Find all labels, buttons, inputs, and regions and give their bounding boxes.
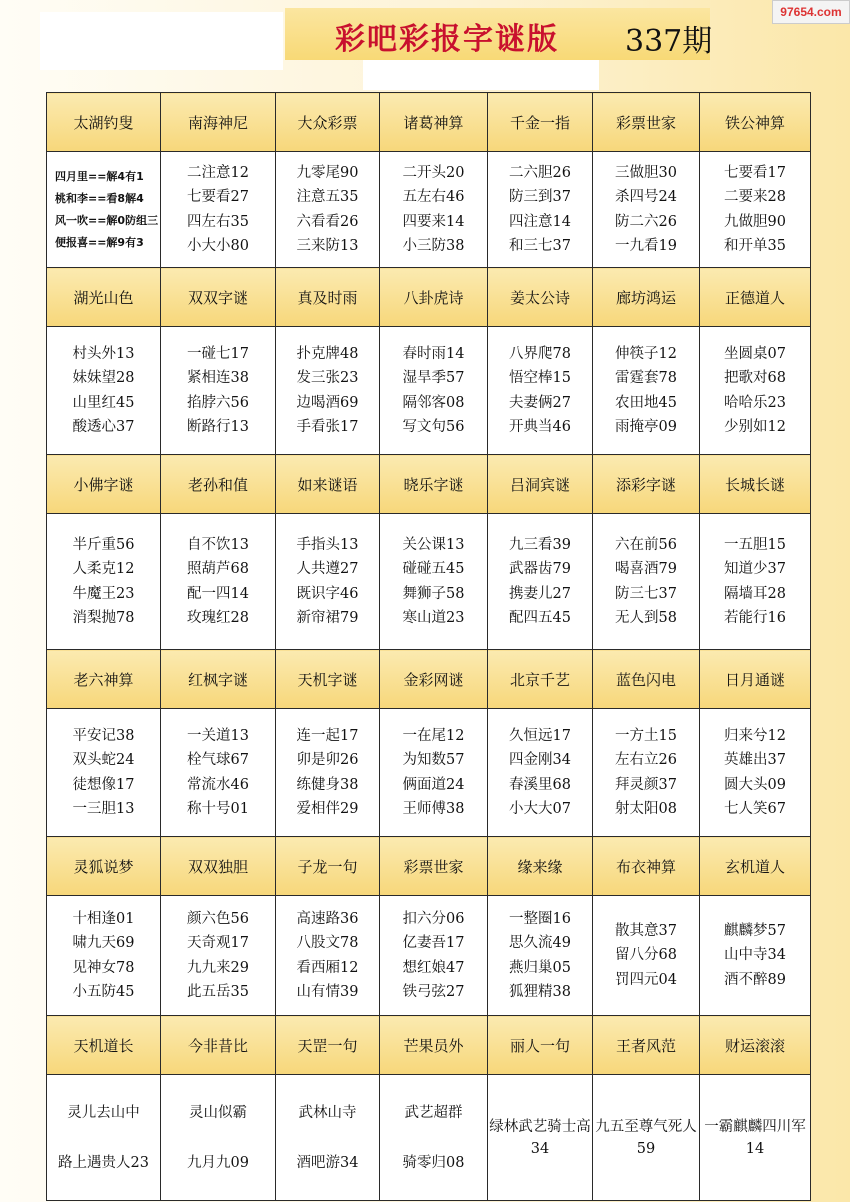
column-header: 八卦虎诗 bbox=[380, 268, 488, 327]
riddle-line: 九做胆90 bbox=[724, 213, 786, 230]
riddle-cell bbox=[488, 152, 593, 268]
riddle-line: 一五胆15 bbox=[724, 536, 786, 553]
riddle-line: 六在前56 bbox=[615, 536, 677, 553]
riddle-line: 人共遵27 bbox=[296, 561, 359, 577]
riddle-cell bbox=[593, 152, 700, 268]
riddle-cell bbox=[593, 896, 700, 1016]
header-row bbox=[47, 268, 811, 327]
column-header: 丽人一句 bbox=[488, 1016, 593, 1075]
riddle-line: 六看看26 bbox=[296, 213, 359, 230]
riddle-cell bbox=[276, 152, 380, 268]
riddle-line: 拜灵颜37 bbox=[615, 776, 677, 793]
riddle-line: 小大小80 bbox=[187, 238, 249, 254]
riddle-line: 啸九天69 bbox=[72, 935, 135, 951]
riddle-cell bbox=[488, 709, 593, 837]
riddle-cell bbox=[47, 152, 161, 268]
riddle-line: 四注意14 bbox=[509, 213, 571, 230]
column-header: 芒果员外 bbox=[380, 1016, 488, 1075]
riddle-line: 四要来14 bbox=[402, 213, 465, 230]
column-header: 晓乐字谜 bbox=[380, 455, 488, 514]
riddle-cell bbox=[47, 709, 161, 837]
riddle-line: 二六胆26 bbox=[509, 164, 571, 181]
riddle-line: 妹妹望28 bbox=[72, 370, 135, 386]
blank-box-center bbox=[363, 60, 599, 90]
riddle-line: 久恒远17 bbox=[509, 727, 571, 744]
riddle-line: 一三胆13 bbox=[72, 801, 135, 817]
riddle-line: 二要来28 bbox=[724, 189, 786, 205]
riddle-line: 自不饮13 bbox=[187, 536, 249, 553]
column-header: 灵狐说梦 bbox=[47, 837, 161, 896]
riddle-line: 英雄出37 bbox=[724, 752, 786, 768]
riddle-line: 九零尾90 bbox=[296, 164, 359, 181]
column-header: 诸葛神算 bbox=[380, 93, 488, 152]
riddle-line: 二开头20 bbox=[402, 164, 465, 181]
column-header: 如来谜语 bbox=[276, 455, 380, 514]
riddle-line: 左右立26 bbox=[615, 752, 677, 768]
riddle-line: 四月里==解4有1 bbox=[55, 169, 144, 183]
riddle-line: 思久流49 bbox=[509, 935, 571, 951]
riddle-line: 防三七37 bbox=[615, 585, 677, 602]
riddle-line: 杀四号24 bbox=[615, 189, 677, 205]
riddle-cell bbox=[488, 1075, 593, 1201]
riddle-line: 五左右46 bbox=[402, 189, 465, 205]
riddle-cell bbox=[380, 514, 488, 650]
riddle-line: 紧相连38 bbox=[187, 370, 249, 386]
column-header: 布衣神算 bbox=[593, 837, 700, 896]
riddle-cell bbox=[593, 514, 700, 650]
column-header: 长城长谜 bbox=[700, 455, 811, 514]
riddle-line: 关公课13 bbox=[402, 536, 465, 553]
riddle-line: 铁弓弦27 bbox=[402, 984, 465, 1000]
riddle-line: 为知数57 bbox=[402, 752, 465, 768]
riddle-line: 春溪里68 bbox=[509, 776, 571, 793]
riddle-line: 新帘裙79 bbox=[296, 610, 359, 626]
riddle-line: 连一起17 bbox=[296, 727, 359, 744]
riddle-line: 无人到58 bbox=[615, 610, 677, 626]
column-header: 彩票世家 bbox=[380, 837, 488, 896]
riddle-line: 常流水46 bbox=[187, 776, 249, 793]
riddle-line: 牛魔王23 bbox=[72, 585, 135, 602]
riddle-line: 四金刚34 bbox=[509, 752, 571, 768]
riddle-cell bbox=[380, 152, 488, 268]
column-header: 千金一指 bbox=[488, 93, 593, 152]
riddle-line: 携妻儿27 bbox=[509, 585, 571, 602]
riddle-line: 和三七37 bbox=[509, 238, 571, 254]
riddle-line: 山里红45 bbox=[72, 394, 135, 411]
riddle-line: 一方土15 bbox=[615, 727, 677, 744]
riddle-cell bbox=[161, 709, 276, 837]
riddle-cell bbox=[161, 896, 276, 1016]
riddle-line: 知道少37 bbox=[724, 561, 786, 577]
riddle-line: 武器齿79 bbox=[509, 561, 571, 577]
column-header: 真及时雨 bbox=[276, 268, 380, 327]
riddle-line: 天奇观17 bbox=[187, 935, 249, 951]
riddle-line: 伸筷子12 bbox=[615, 345, 677, 362]
riddle-line: 坐圆桌07 bbox=[724, 345, 786, 362]
riddle-line: 山中寺34 bbox=[724, 947, 786, 964]
riddle-cell bbox=[276, 709, 380, 837]
column-header: 双双独胆 bbox=[161, 837, 276, 896]
riddle-cell bbox=[380, 1075, 488, 1201]
riddle-line: 哈哈乐23 bbox=[724, 394, 786, 411]
column-header: 彩票世家 bbox=[593, 93, 700, 152]
riddle-line: 山有情39 bbox=[296, 984, 359, 1000]
riddle-line: 写文句56 bbox=[402, 419, 465, 435]
riddle-line: 七人笑67 bbox=[724, 801, 786, 817]
column-header: 铁公神算 bbox=[700, 93, 811, 152]
riddle-line: 扣六分06 bbox=[402, 910, 465, 927]
riddle-line: 村头外13 bbox=[72, 345, 135, 362]
riddle-line: 武艺超群 bbox=[404, 1104, 463, 1121]
riddle-line: 酸透心37 bbox=[72, 419, 135, 435]
column-header: 玄机道人 bbox=[700, 837, 811, 896]
riddle-cell bbox=[380, 327, 488, 455]
riddle-line: 便报喜==解9有3 bbox=[55, 235, 144, 249]
riddle-line: 边喝酒69 bbox=[296, 394, 359, 411]
content-row bbox=[47, 152, 811, 268]
riddle-line: 归来兮12 bbox=[724, 727, 786, 744]
riddle-line: 酒吧游34 bbox=[296, 1154, 359, 1171]
riddle-cell bbox=[593, 1075, 700, 1201]
riddle-cell bbox=[488, 514, 593, 650]
riddle-line: 配一四14 bbox=[187, 585, 249, 602]
riddle-line: 开典当46 bbox=[509, 419, 571, 435]
riddle-line: 雨掩亭09 bbox=[615, 419, 677, 435]
riddle-cell bbox=[700, 514, 811, 650]
riddle-cell bbox=[593, 327, 700, 455]
riddle-line: 隔墙耳28 bbox=[724, 585, 786, 602]
riddle-line: 看西厢12 bbox=[296, 959, 359, 976]
content-row bbox=[47, 514, 811, 650]
riddle-cell bbox=[593, 709, 700, 837]
riddle-line: 一霸麒麟四川军14 bbox=[704, 1118, 806, 1157]
riddle-line: 喝喜酒79 bbox=[615, 561, 677, 577]
riddle-line: 亿妻吾17 bbox=[402, 935, 465, 951]
riddle-line: 春时雨14 bbox=[402, 345, 465, 362]
riddle-line: 注意五35 bbox=[296, 189, 359, 205]
riddle-line: 照葫芦68 bbox=[187, 561, 249, 577]
riddle-line: 桃和李==看8解4 bbox=[55, 191, 144, 205]
riddle-line: 三做胆30 bbox=[615, 164, 677, 181]
riddle-line: 扑克牌48 bbox=[296, 345, 359, 362]
riddle-line: 人柔克12 bbox=[72, 561, 135, 577]
column-header: 双双字谜 bbox=[161, 268, 276, 327]
riddle-line: 雷霆套78 bbox=[615, 370, 677, 386]
column-header: 正德道人 bbox=[700, 268, 811, 327]
riddle-line: 把歌对68 bbox=[724, 370, 786, 386]
riddle-line: 酒不醉89 bbox=[724, 971, 786, 988]
column-header: 今非昔比 bbox=[161, 1016, 276, 1075]
riddle-cell bbox=[161, 514, 276, 650]
riddle-line: 农田地45 bbox=[615, 394, 677, 411]
riddle-line: 消梨抛78 bbox=[72, 610, 135, 626]
column-header: 南海神尼 bbox=[161, 93, 276, 152]
riddle-line: 练健身38 bbox=[296, 776, 359, 793]
column-header: 金彩网谜 bbox=[380, 650, 488, 709]
content-row bbox=[47, 896, 811, 1016]
riddle-line: 掐脖六56 bbox=[187, 394, 249, 411]
column-header: 天罡一句 bbox=[276, 1016, 380, 1075]
riddle-cell bbox=[161, 327, 276, 455]
riddle-line: 手看张17 bbox=[296, 419, 359, 435]
riddle-line: 绿林武艺骑士高34 bbox=[489, 1118, 591, 1157]
riddle-line: 湿旱季57 bbox=[402, 370, 465, 386]
riddle-cell bbox=[276, 327, 380, 455]
riddle-line: 武林山寺 bbox=[298, 1104, 357, 1121]
column-header: 红枫字谜 bbox=[161, 650, 276, 709]
riddle-cell bbox=[700, 896, 811, 1016]
riddle-line: 发三张23 bbox=[296, 370, 359, 386]
riddle-cell bbox=[700, 709, 811, 837]
riddle-cell bbox=[488, 896, 593, 1016]
riddle-line: 灵山似霸 bbox=[189, 1104, 247, 1121]
riddle-line: 爱相伴29 bbox=[296, 801, 359, 817]
riddle-line: 碰碰五45 bbox=[402, 561, 465, 577]
riddle-line: 一在尾12 bbox=[402, 727, 465, 744]
riddle-line: 一整圈16 bbox=[509, 910, 571, 927]
riddle-line: 半斤重56 bbox=[72, 536, 135, 553]
content-row bbox=[47, 1075, 811, 1201]
blank-box-left bbox=[40, 12, 283, 70]
riddle-line: 称十号01 bbox=[187, 801, 249, 817]
column-header: 日月通谜 bbox=[700, 650, 811, 709]
column-header: 太湖钓叟 bbox=[47, 93, 161, 152]
riddle-cell bbox=[700, 1075, 811, 1201]
riddle-line: 三来防13 bbox=[296, 238, 359, 254]
riddle-line: 既识字46 bbox=[296, 585, 359, 602]
content-row bbox=[47, 709, 811, 837]
riddle-line: 圆大头09 bbox=[724, 776, 786, 793]
header-row bbox=[47, 837, 811, 896]
riddle-cell bbox=[488, 327, 593, 455]
column-header: 老孙和值 bbox=[161, 455, 276, 514]
riddle-line: 双头蛇24 bbox=[72, 752, 135, 768]
riddle-line: 九五至尊气死人59 bbox=[595, 1118, 697, 1157]
riddle-line: 小五防45 bbox=[72, 984, 135, 1000]
riddle-cell bbox=[380, 709, 488, 837]
riddle-line: 风一吹==解0防组三 bbox=[55, 213, 159, 227]
content-row bbox=[47, 327, 811, 455]
riddle-line: 七要看27 bbox=[187, 189, 249, 205]
riddle-line: 和开单35 bbox=[724, 238, 786, 254]
riddle-line: 防三到37 bbox=[509, 189, 571, 205]
riddle-cell bbox=[47, 327, 161, 455]
riddle-cell bbox=[380, 896, 488, 1016]
riddle-cell bbox=[161, 152, 276, 268]
riddle-cell bbox=[700, 152, 811, 268]
column-header: 廊坊鸿运 bbox=[593, 268, 700, 327]
column-header: 北京千艺 bbox=[488, 650, 593, 709]
riddle-line: 俩面道24 bbox=[402, 776, 465, 793]
riddle-line: 路上遇贵人23 bbox=[58, 1154, 149, 1171]
riddle-line: 麒麟梦57 bbox=[724, 922, 786, 939]
column-header: 添彩字谜 bbox=[593, 455, 700, 514]
column-header: 小佛字谜 bbox=[47, 455, 161, 514]
riddle-line: 灵儿去山中 bbox=[67, 1104, 140, 1121]
riddle-line: 若能行16 bbox=[724, 610, 786, 626]
riddle-line: 卯是卯26 bbox=[296, 752, 359, 768]
column-header: 缘来缘 bbox=[488, 837, 593, 896]
riddle-line: 一碰七17 bbox=[187, 345, 249, 362]
column-header: 老六神算 bbox=[47, 650, 161, 709]
riddle-line: 配四五45 bbox=[509, 610, 571, 626]
riddle-line: 徒想像17 bbox=[72, 776, 135, 793]
riddle-line: 高速路36 bbox=[296, 910, 359, 927]
riddle-line: 射太阳08 bbox=[615, 801, 677, 817]
riddle-line: 夫妻俩27 bbox=[509, 394, 571, 411]
riddle-line: 四左右35 bbox=[187, 213, 249, 230]
riddle-line: 隔邻客08 bbox=[402, 394, 465, 411]
riddle-line: 此五岳35 bbox=[187, 984, 249, 1000]
column-header: 子龙一句 bbox=[276, 837, 380, 896]
riddle-cell bbox=[161, 1075, 276, 1201]
riddle-line: 七要看17 bbox=[724, 164, 786, 181]
column-header: 蓝色闪电 bbox=[593, 650, 700, 709]
riddle-table bbox=[46, 92, 811, 1201]
riddle-line: 留八分68 bbox=[615, 947, 677, 964]
riddle-line: 八界爬78 bbox=[509, 345, 571, 362]
riddle-line: 九三看39 bbox=[509, 536, 571, 553]
riddle-line: 想红娘47 bbox=[402, 959, 465, 976]
riddle-line: 平安记38 bbox=[72, 727, 135, 744]
column-header: 吕洞宾谜 bbox=[488, 455, 593, 514]
site-watermark: 97654.com bbox=[772, 0, 850, 24]
riddle-line: 见神女78 bbox=[72, 959, 135, 976]
riddle-line: 防二六26 bbox=[615, 213, 677, 230]
riddle-line: 少别如12 bbox=[724, 419, 786, 435]
riddle-line: 散其意37 bbox=[615, 922, 677, 939]
riddle-cell bbox=[47, 514, 161, 650]
riddle-line: 颜六色56 bbox=[187, 910, 249, 927]
riddle-line: 十相逢01 bbox=[72, 910, 135, 927]
riddle-line: 断路行13 bbox=[187, 419, 249, 435]
riddle-line: 王师傅38 bbox=[402, 801, 465, 817]
riddle-line: 罚四元04 bbox=[615, 971, 677, 988]
riddle-line: 小三防38 bbox=[402, 238, 465, 254]
riddle-cell bbox=[276, 514, 380, 650]
riddle-line: 玫瑰红28 bbox=[187, 610, 249, 626]
riddle-line: 骑零归08 bbox=[402, 1154, 465, 1171]
riddle-line: 手指头13 bbox=[296, 536, 359, 553]
page-title: 彩吧彩报字谜版 bbox=[335, 22, 559, 57]
riddle-line: 狐狸精38 bbox=[509, 984, 571, 1000]
column-header: 王者风范 bbox=[593, 1016, 700, 1075]
riddle-cell bbox=[700, 327, 811, 455]
riddle-line: 九月九09 bbox=[187, 1154, 249, 1171]
header-row bbox=[47, 650, 811, 709]
riddle-cell bbox=[47, 1075, 161, 1201]
riddle-line: 栓气球67 bbox=[187, 752, 249, 768]
riddle-cell bbox=[276, 1075, 380, 1201]
issue-number: 337期 bbox=[625, 24, 713, 59]
riddle-line: 八股文78 bbox=[296, 935, 359, 951]
riddle-cell bbox=[276, 896, 380, 1016]
column-header: 湖光山色 bbox=[47, 268, 161, 327]
riddle-line: 寒山道23 bbox=[402, 610, 465, 626]
column-header: 姜太公诗 bbox=[488, 268, 593, 327]
column-header: 财运滚滚 bbox=[700, 1016, 811, 1075]
riddle-line: 一关道13 bbox=[187, 727, 249, 744]
riddle-line: 燕归巢05 bbox=[509, 959, 571, 976]
riddle-cell bbox=[47, 896, 161, 1016]
column-header: 大众彩票 bbox=[276, 93, 380, 152]
riddle-line: 九九来29 bbox=[187, 959, 249, 976]
header-row bbox=[47, 93, 811, 152]
riddle-line: 舞狮子58 bbox=[402, 585, 465, 602]
header-row bbox=[47, 455, 811, 514]
riddle-line: 二注意12 bbox=[187, 164, 249, 181]
column-header: 天机字谜 bbox=[276, 650, 380, 709]
riddle-line: 一九看19 bbox=[615, 238, 677, 254]
riddle-line: 悟空棒15 bbox=[509, 370, 571, 386]
column-header: 天机道长 bbox=[47, 1016, 161, 1075]
header-row bbox=[47, 1016, 811, 1075]
riddle-line: 小大大07 bbox=[509, 801, 571, 817]
